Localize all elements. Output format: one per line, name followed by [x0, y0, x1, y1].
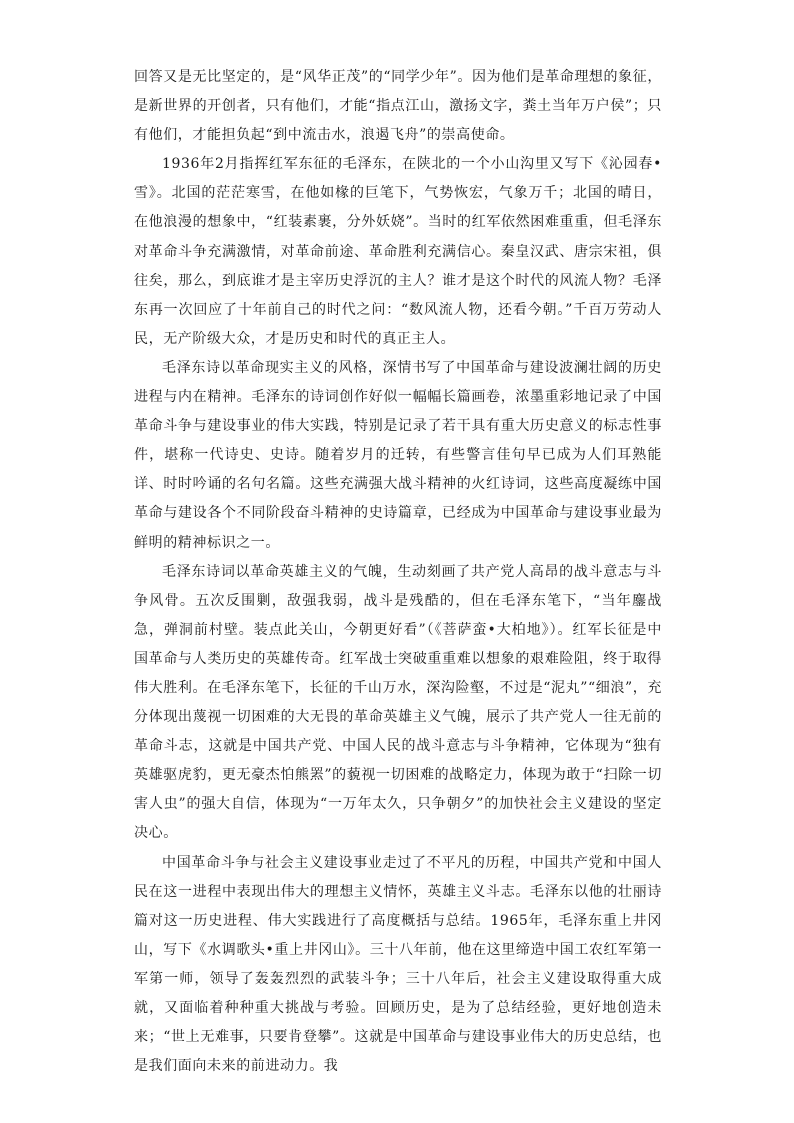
- paragraph-1: 回答又是无比坚定的，是“风华正茂”的“同学少年”。因为他们是革命理想的象征，是新世界的开创者，只有他们，才能“指点江山，激扬文字，粪土当年万户侯”；只有他们，才能担负起“到中流击水，浪遏飞舟”的崇高使命。: [134, 69, 662, 144]
- paragraph-4: 毛泽东诗词以革命英雄主义的气魄，生动刻画了共产党人高昂的战斗意志与斗争风骨。五次反围剿，敌强我弱，战斗是残酷的，但在毛泽东笔下，“当年鏖战急，弹洞前村壁。装点此关山，今朝更好看”（《菩萨蛮•大柏地》）。红军长征是中国革命与人类历史的英雄传奇。红军战士突破重重难以想象的艰难险阻，终于取得伟大胜利。在毛泽东笔下，长征的千山万水，深沟险壑，不过是“泥丸”“细浪”，充分体现出蔑视一切困难的大无畏的革命英雄主义气魄，展示了共产党人一往无前的革命斗志，这就是中国共产党、中国人民的战斗意志与斗争精神，它体现为“独有英雄驱虎豹，更无豪杰怕熊罴”的藐视一切困难的战略定力，体现为敢于“扫除一切害人虫”的强大自信，体现为“一万年太久，只争朝夕”的加快社会主义建设的坚定决心。: [134, 563, 662, 842]
- paragraph-5: 中国革命斗争与社会主义建设事业走过了不平凡的历程，中国共产党和中国人民在这一进程中表现出伟大的理想主义情怀，英雄主义斗志。毛泽东以他的壮丽诗篇对这一历史进程、伟大实践进行了高度概括与总结。1965年，毛泽东重上井冈山，写下《水调歌头•重上井冈山》。三十八年前，他在这里缔造中国工农红军第一军第一师，领导了轰轰烈烈的武装斗争；三十八年后，社会主义建设取得重大成就，又面临着种种重大挑战与考验。回顾历史，是为了总结经验，更好地创造未来；“世上无难事，只要肯登攀”。这就是中国革命与建设事业伟大的历史总结，也是我们面向未来的前进动力。我: [134, 854, 662, 1075]
- article-body: [134, 63, 662, 1081]
- paragraph-2: 1936年2月指挥红军东征的毛泽东，在陕北的一个小山沟里又写下《沁园春•雪》。北国的茫茫寒雪，在他如椽的巨笔下，气势恢宏，气象万千；北国的晴日，在他浪漫的想象中，“红装素裹，分外妖娆”。当时的红军依然困难重重，但毛泽东对革命斗争充满激情，对革命前途、革命胜利充满信心。秦皇汉武、唐宗宋祖，俱往矣，那么，到底谁才是主宰历史浮沉的主人？谁才是这个时代的风流人物？毛泽东再一次回应了十年前自己的时代之问：“数风流人物，还看今朝。”千百万劳动人民，无产阶级大众，才是历史和时代的真正主人。: [134, 156, 662, 347]
- paragraph-3: 毛泽东诗以革命现实主义的风格，深情书写了中国革命与建设波澜壮阔的历史进程与内在精神。毛泽东的诗词创作好似一幅幅长篇画卷，浓墨重彩地记录了中国革命斗争与建设事业的伟大实践，特别是记录了若干具有重大历史意义的标志性事件，堪称一代诗史、史诗。随着岁月的迁转，有些警言佳句早已成为人们耳熟能详、时时吟诵的名句名篇。这些充满强大战斗精神的火红诗词，这些高度凝练中国革命与建设各个不同阶段奋斗精神的史诗篇章，已经成为中国革命与建设事业最为鲜明的精神标识之一。: [134, 359, 662, 551]
